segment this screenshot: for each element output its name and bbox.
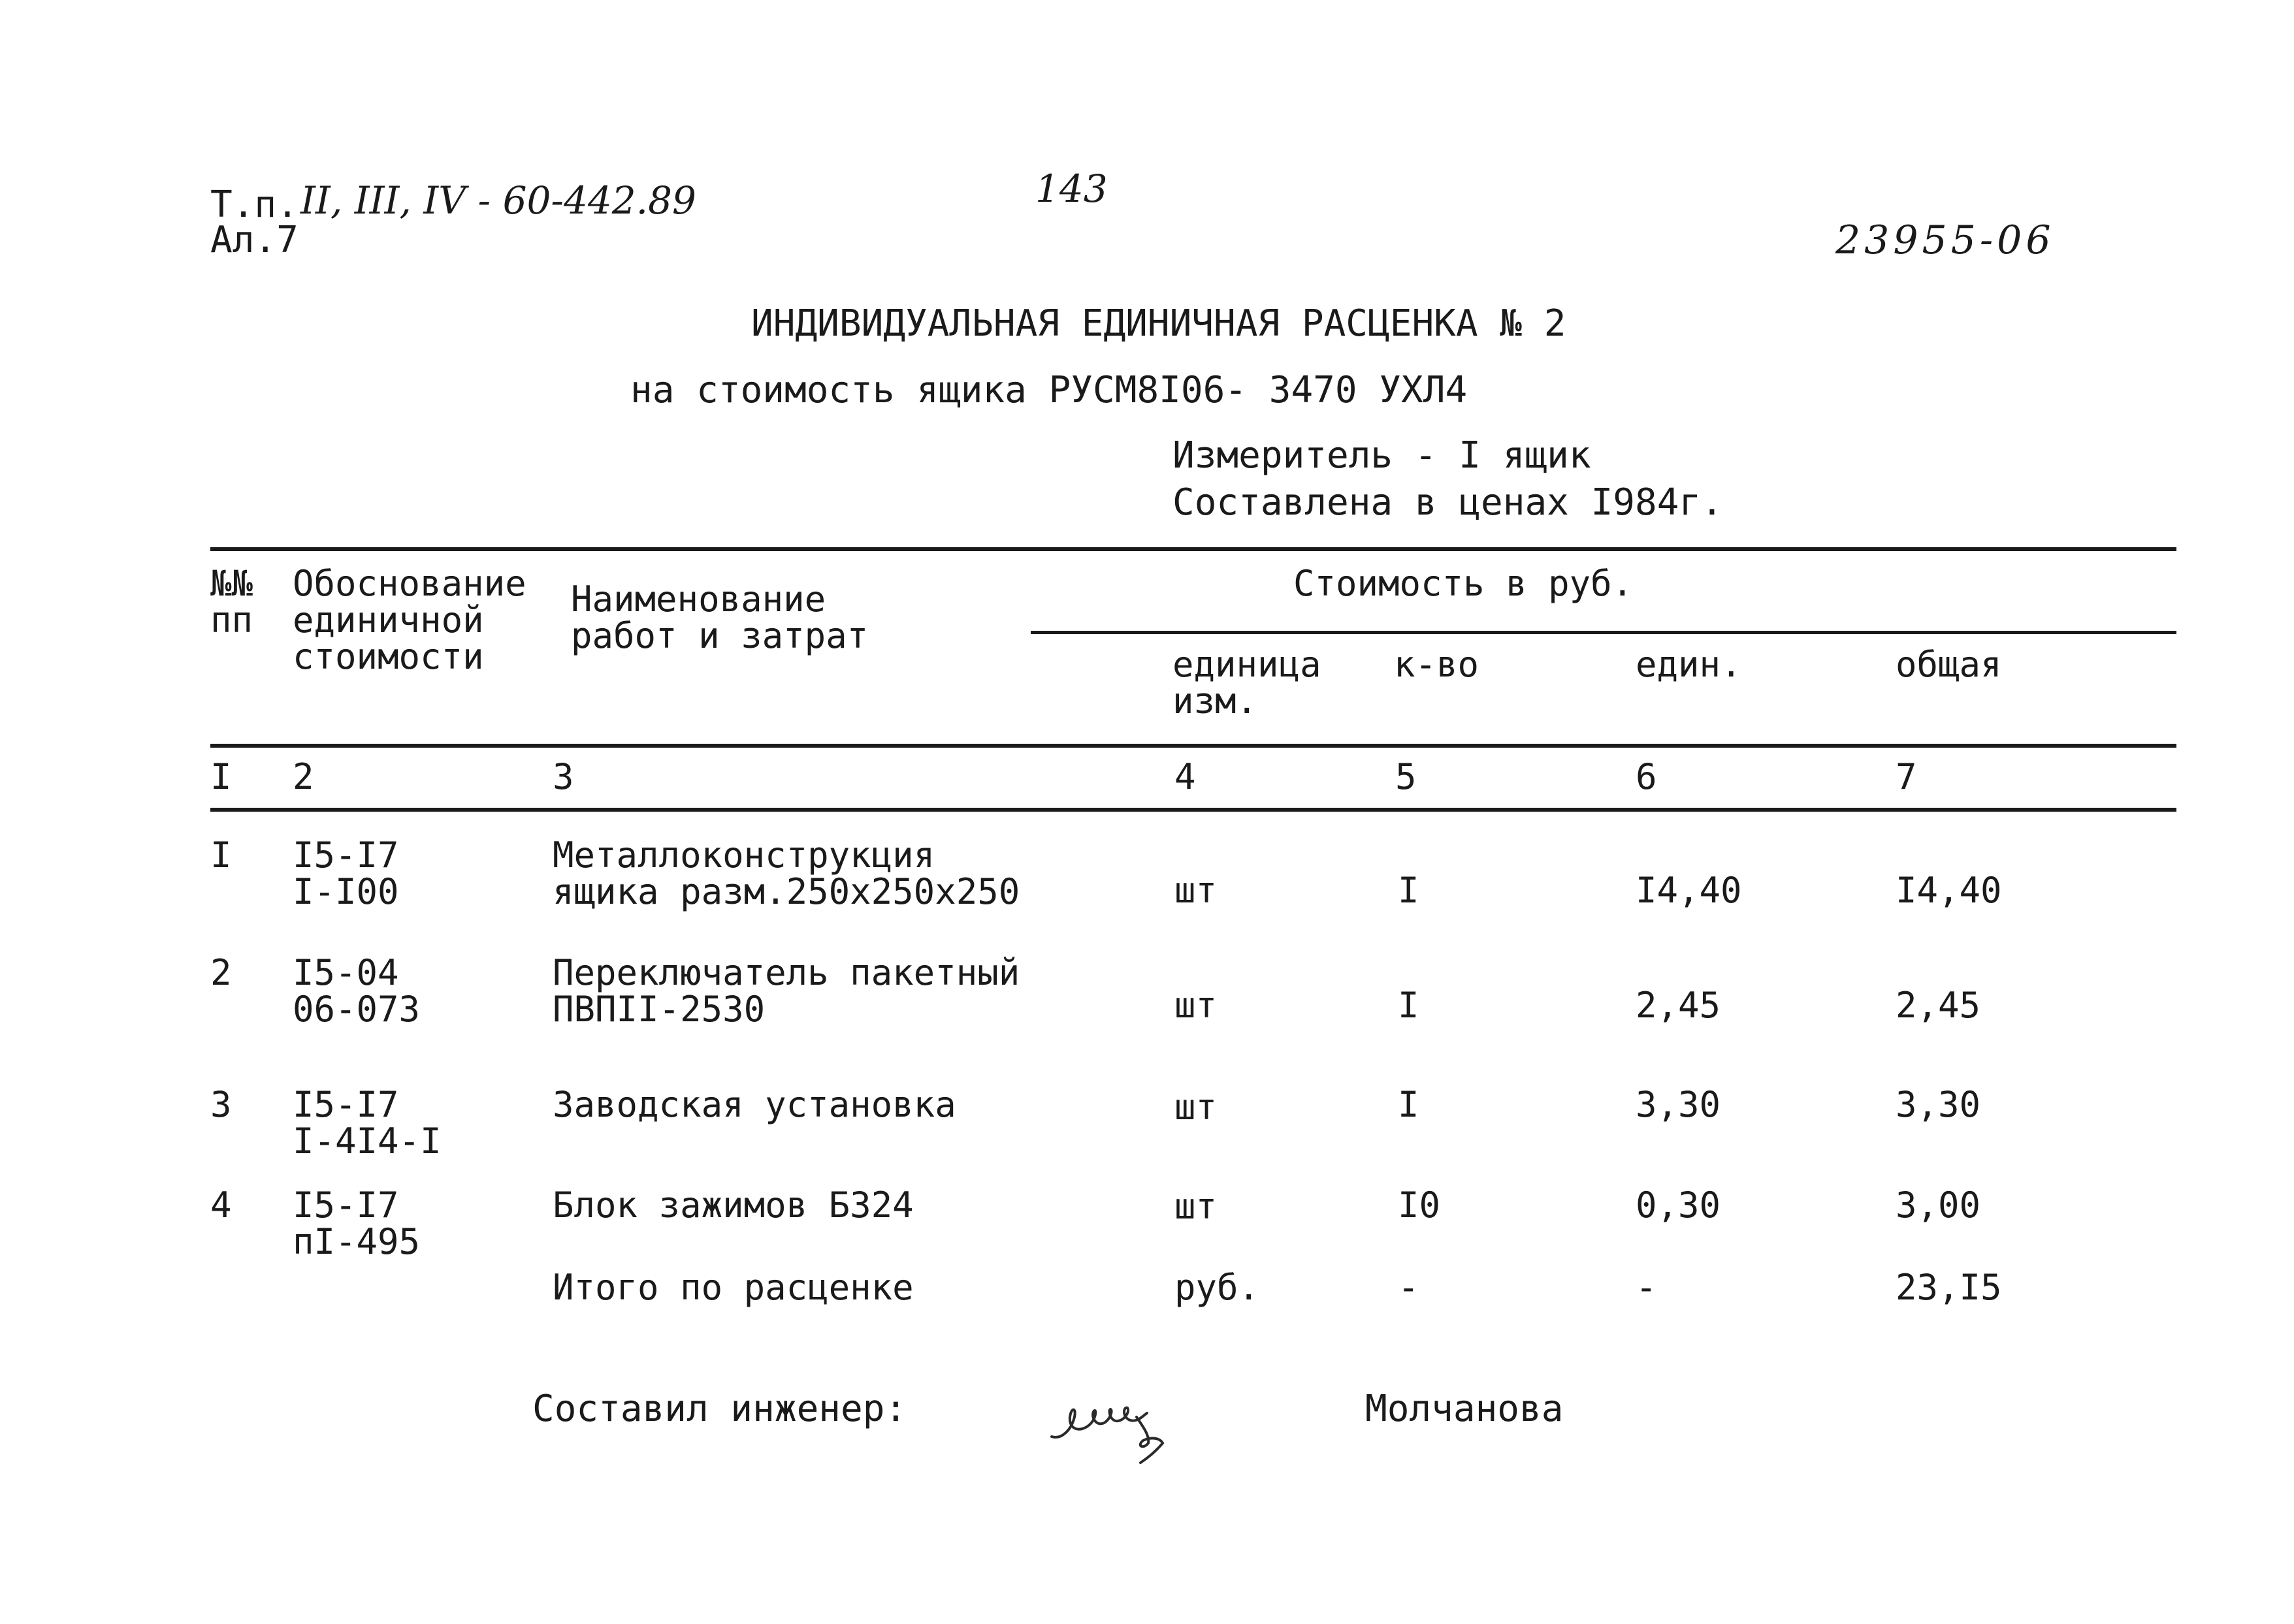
- header-bottom-rule: [210, 744, 2176, 748]
- col-numbers-rule: [210, 808, 2176, 812]
- row3-qty: I: [1398, 1084, 1419, 1125]
- measure-unit: Измеритель - I ящик: [1172, 434, 1591, 477]
- row1-unit: шт: [1174, 870, 1218, 911]
- col-number-5: 5: [1395, 756, 1417, 797]
- col-number-4: 4: [1174, 756, 1196, 797]
- doc-ref-handwritten: II, III, IV - 60-442.89: [300, 178, 696, 223]
- row1-name: Металлоконструкция ящика разм.250х250х250: [553, 835, 1020, 912]
- header-name: Наименование работ и затрат: [571, 579, 869, 656]
- cost-group-rule: [1031, 631, 2176, 634]
- signature-image: [1045, 1378, 1195, 1476]
- row4-basis: I5-I7 пI-495: [293, 1185, 421, 1262]
- col-number-3: 3: [553, 756, 574, 797]
- row2-basis: I5-04 06-073: [293, 952, 421, 1030]
- row4-num: 4: [210, 1185, 232, 1226]
- header-unit: единица изм.: [1172, 644, 1321, 722]
- col-number-2: 2: [293, 756, 314, 797]
- row3-num: 3: [210, 1084, 232, 1125]
- row3-basis: I5-I7 I-4I4-I: [293, 1084, 442, 1162]
- engineer-name: Молчанова: [1365, 1388, 1564, 1430]
- row2-price: 2,45: [1636, 985, 1721, 1026]
- row4-unit: шт: [1174, 1186, 1218, 1227]
- doc-number: 23955-06: [1835, 217, 2055, 263]
- col-number-1: I: [210, 756, 232, 797]
- col-number-7: 7: [1896, 756, 1917, 797]
- page-number: 143: [1035, 167, 1108, 211]
- price-basis: Составлена в ценах I984г.: [1172, 481, 1723, 524]
- header-num: №№ пп: [210, 563, 253, 641]
- table-top-rule: [210, 547, 2176, 551]
- page-subtitle: на стоимость ящика РУСМ8I06- 3470 УХЛ4: [630, 369, 1468, 411]
- row2-qty: I: [1398, 985, 1419, 1026]
- total-label: Итого по расценке: [553, 1267, 914, 1308]
- row2-num: 2: [210, 952, 232, 993]
- header-qty: к-во: [1394, 644, 1479, 685]
- page-title: ИНДИВИДУАЛЬНАЯ ЕДИНИЧНАЯ РАСЦЕНКА № 2: [751, 302, 1566, 345]
- row2-unit: шт: [1174, 985, 1218, 1026]
- col-number-6: 6: [1636, 756, 1657, 797]
- row1-basis: I5-I7 I-I00: [293, 835, 399, 912]
- compiled-by-label: Составил инженер:: [532, 1388, 907, 1430]
- row4-total: 3,00: [1896, 1185, 1981, 1226]
- row2-total: 2,45: [1896, 985, 1981, 1026]
- row4-qty: I0: [1398, 1185, 1441, 1226]
- doc-ref-prefix: Т.п.: [210, 183, 299, 226]
- total-unit: руб.: [1174, 1267, 1260, 1308]
- row2-name: Переключатель пакетный ПВПII-2530: [553, 952, 1020, 1030]
- row1-qty: I: [1398, 870, 1419, 911]
- total-price: -: [1636, 1267, 1657, 1308]
- header-total: общая: [1896, 644, 2002, 685]
- row3-name: Заводская установка: [553, 1084, 956, 1125]
- header-basis: Обоснование единичной стоимости: [293, 563, 526, 677]
- header-cost-group: Стоимость в руб.: [1293, 563, 1634, 604]
- header-price: един.: [1636, 644, 1742, 685]
- row4-price: 0,30: [1636, 1185, 1721, 1226]
- total-sum: 23,I5: [1896, 1267, 2002, 1308]
- doc-ref-album: Ал.7: [210, 219, 299, 261]
- total-qty: -: [1398, 1267, 1419, 1308]
- row3-total: 3,30: [1896, 1084, 1981, 1125]
- row1-num: I: [210, 835, 232, 876]
- row1-price: I4,40: [1636, 870, 1742, 911]
- row3-price: 3,30: [1636, 1084, 1721, 1125]
- row1-total: I4,40: [1896, 870, 2002, 911]
- row4-name: Блок зажимов Б324: [553, 1185, 914, 1226]
- row3-unit: шт: [1174, 1087, 1218, 1128]
